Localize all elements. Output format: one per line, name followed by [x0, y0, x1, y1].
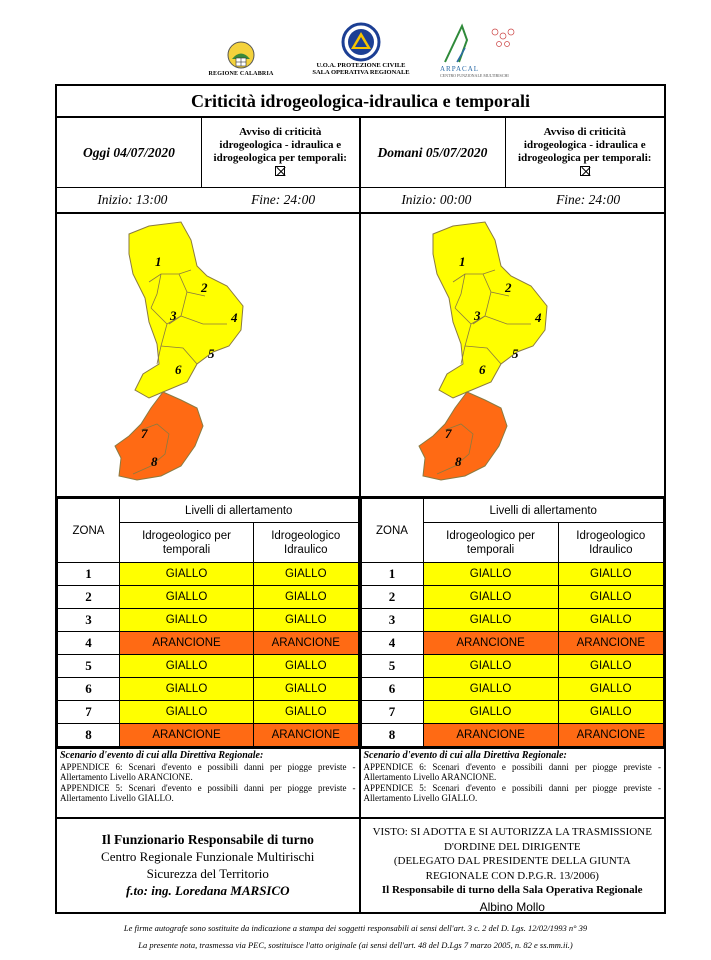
arpacal-label: ARPACAL: [440, 65, 480, 73]
calabria-zone-map: [361, 214, 665, 498]
arpacal-logo: [436, 22, 528, 78]
visto-line: REGIONALE CON D.P.G.R. 13/2006): [425, 869, 599, 882]
level-idraulico: GIALLO: [254, 609, 358, 632]
arpacal-sub: CENTRO FUNZIONALE MULTIRISCHI: [440, 73, 509, 78]
level-idraulico: GIALLO: [558, 586, 663, 609]
level-idraulico: GIALLO: [558, 655, 663, 678]
zona-header: ZONA: [361, 499, 423, 563]
level-temporali: ARANCIONE: [120, 632, 254, 655]
zone-row: [361, 678, 664, 701]
crossed-checkbox-icon: [580, 166, 590, 176]
signature-org: Sicurezza del Territorio: [146, 866, 269, 881]
level-idraulico: GIALLO: [558, 609, 663, 632]
zone-row: [361, 609, 664, 632]
zone-row: [58, 586, 359, 609]
level-temporali: GIALLO: [423, 701, 558, 724]
level-idraulico: ARANCIONE: [558, 724, 663, 747]
avviso-line: idrogeologica per temporali:: [213, 152, 347, 164]
visto-line: D'ORDINE DEL DIRIGENTE: [443, 840, 581, 853]
map-zone-south: [419, 392, 507, 480]
map-zone-label: 1: [155, 254, 162, 269]
map-zone-label: 6: [175, 362, 182, 377]
day-label: Domani 05/07/2020: [361, 118, 506, 187]
level-idraulico: GIALLO: [558, 563, 663, 586]
zone-row: [361, 563, 664, 586]
avviso-line: idrogeologica - idraulica e: [523, 139, 646, 151]
signature-role: Il Funzionario Responsabile di turno: [101, 832, 314, 847]
level-temporali: ARANCIONE: [423, 724, 558, 747]
protezione-civile-line2: SALA OPERATIVA REGIONALE: [312, 69, 410, 76]
map-zone-north: [433, 222, 547, 398]
zone-number: 4: [58, 632, 120, 655]
map-zone-label: 4: [231, 310, 238, 325]
footer-note: Le firme autografe sono sostituite da indicazione a stampa dei soggetti responsabili ai sensi dell'art. 3 c. 2 del D. Lgs. 12/02/1993 n° 39: [123, 923, 588, 933]
scenario-line: APPENDICE 6: Scenari d'evento e possibili danni per piogge previste - Allertamento Livello ARANCIONE.: [60, 761, 356, 782]
protezione-civile-emblem-icon: [340, 22, 382, 62]
avviso-line: Avviso di criticità: [543, 126, 626, 138]
map-zone-north: [129, 222, 243, 398]
scenario-line: APPENDICE 6: Scenari d'evento e possibili danni per piogge previste - Allertamento Livello ARANCIONE.: [363, 761, 661, 782]
zone-number: 6: [58, 678, 120, 701]
level-idraulico: GIALLO: [254, 678, 358, 701]
zone-number: 1: [58, 563, 120, 586]
bulletin-frame: [55, 84, 666, 914]
zone-row: [58, 563, 359, 586]
visto-line: VISTO: SI ADOTTA E SI AUTORIZZA LA TRASMISSIONE: [372, 826, 652, 838]
level-idraulico: GIALLO: [558, 678, 663, 701]
zona-header: ZONA: [58, 499, 120, 563]
idraulico-header: Idrogeologico Idraulico: [558, 523, 663, 563]
level-idraulico: GIALLO: [254, 701, 358, 724]
zone-number: 5: [361, 655, 423, 678]
temporali-header: Idrogeologico per temporali: [120, 523, 254, 563]
zone-number: 6: [361, 678, 423, 701]
zone-row: [361, 586, 664, 609]
level-temporali: GIALLO: [423, 563, 558, 586]
livelli-header: Livelli di allertamento: [120, 499, 359, 523]
scenario-line: APPENDICE 5: Scenari d'evento e possibili danni per piogge previste - Allertamento Livello GIALLO.: [363, 782, 661, 803]
level-idraulico: ARANCIONE: [254, 724, 358, 747]
zone-number: 2: [361, 586, 423, 609]
scenario-title: Scenario d'evento di cui alla Direttiva Regionale:: [60, 750, 264, 761]
level-idraulico: ARANCIONE: [558, 632, 663, 655]
protezione-civile-logo: [300, 22, 422, 76]
today-column: [57, 118, 361, 912]
map-zone-label: 4: [534, 310, 541, 325]
map-zone-label: 7: [444, 426, 451, 441]
map-zone-label: 8: [151, 454, 158, 469]
level-idraulico: GIALLO: [254, 563, 358, 586]
temporali-header: Idrogeologico per temporali: [423, 523, 558, 563]
protezione-civile-line1: U.O.A. PROTEZIONE CIVILE: [316, 62, 406, 69]
crossed-checkbox-icon: [275, 166, 285, 176]
regione-calabria-logo: [200, 40, 282, 77]
map-zone-label: 3: [170, 308, 177, 323]
map-zone-label: 2: [504, 280, 511, 295]
level-temporali: GIALLO: [120, 655, 254, 678]
start-time: Inizio: 00:00: [401, 192, 472, 207]
header-logos: [0, 0, 711, 84]
level-temporali: GIALLO: [120, 701, 254, 724]
start-time: Inizio: 13:00: [97, 192, 168, 207]
level-temporali: GIALLO: [120, 678, 254, 701]
level-temporali: GIALLO: [423, 655, 558, 678]
zone-row: [58, 701, 359, 724]
level-idraulico: GIALLO: [558, 701, 663, 724]
map-zone-south: [115, 392, 203, 480]
alert-levels-table: [57, 498, 359, 747]
signature-org: Centro Regionale Funzionale Multirischi: [101, 849, 315, 864]
visto-line: (DELEGATO DAL PRESIDENTE DELLA GIUNTA: [393, 855, 631, 867]
map-zone-label: 3: [473, 308, 480, 323]
level-temporali: ARANCIONE: [423, 632, 558, 655]
zone-number: 3: [361, 609, 423, 632]
day-label: Oggi 04/07/2020: [57, 118, 202, 187]
zone-number: 8: [58, 724, 120, 747]
level-idraulico: GIALLO: [254, 586, 358, 609]
level-temporali: GIALLO: [423, 609, 558, 632]
map-zone-label: 5: [208, 346, 215, 361]
scenario-block: [57, 747, 359, 817]
map-zone-label: 8: [454, 454, 461, 469]
zone-row: [361, 701, 664, 724]
avviso-block: [506, 118, 665, 187]
map-zone-label: 2: [201, 280, 208, 295]
signature-left: [57, 817, 359, 917]
level-temporali: ARANCIONE: [120, 724, 254, 747]
level-temporali: GIALLO: [423, 586, 558, 609]
level-temporali: GIALLO: [423, 678, 558, 701]
zone-number: 8: [361, 724, 423, 747]
end-time: Fine: 24:00: [251, 192, 316, 207]
avviso-block: [202, 118, 359, 187]
level-temporali: GIALLO: [120, 563, 254, 586]
scenario-block: [361, 747, 665, 817]
alert-levels-table: [361, 498, 665, 747]
regione-emblem-icon: [226, 40, 256, 70]
level-temporali: GIALLO: [120, 609, 254, 632]
calabria-zone-map: [57, 214, 359, 498]
signature-name: Albino Mollo: [479, 899, 545, 914]
zone-number: 2: [58, 586, 120, 609]
zone-row: [361, 724, 664, 747]
map-zone-label: 6: [478, 362, 485, 377]
tomorrow-column: [361, 118, 665, 912]
zone-number: 7: [58, 701, 120, 724]
bulletin-title: Criticità idrogeologica-idraulica e temporali: [57, 86, 664, 118]
livelli-header: Livelli di allertamento: [423, 499, 664, 523]
map-zone-label: 7: [141, 426, 148, 441]
zone-row: [361, 655, 664, 678]
zone-row: [58, 724, 359, 747]
regione-label: REGIONE CALABRIA: [208, 71, 274, 77]
zone-row: [58, 632, 359, 655]
signature-role: Il Responsabile di turno della Sala Operativa Regionale: [381, 884, 643, 896]
avviso-line: idrogeologica per temporali:: [518, 152, 652, 164]
map-zone-label: 5: [511, 346, 518, 361]
signature-name: f.to: ing. Loredana MARSICO: [125, 883, 290, 898]
zone-row: [58, 609, 359, 632]
level-idraulico: GIALLO: [254, 655, 358, 678]
footer-note: La presente nota, trasmessa via PEC, sostituisce l'atto originale (ai sensi dell'art. 48 del D.Lgs 7 marzo 2005, n. 82 e ss.mm.ii.): [138, 940, 573, 950]
zone-row: [361, 632, 664, 655]
zone-row: [58, 655, 359, 678]
zone-row: [58, 678, 359, 701]
scenario-title: Scenario d'evento di cui alla Direttiva Regionale:: [363, 750, 567, 761]
level-idraulico: ARANCIONE: [254, 632, 358, 655]
map-zone-label: 1: [458, 254, 465, 269]
zone-number: 3: [58, 609, 120, 632]
zone-number: 4: [361, 632, 423, 655]
scenario-line: APPENDICE 5: Scenari d'evento e possibili danni per piogge previste - Allertamento Livello GIALLO.: [60, 782, 356, 803]
arpacal-emblem-icon: [437, 22, 527, 66]
zone-number: 1: [361, 563, 423, 586]
zone-number: 7: [361, 701, 423, 724]
avviso-line: idrogeologica - idraulica e: [219, 139, 342, 151]
signature-right: [361, 817, 665, 917]
end-time: Fine: 24:00: [556, 192, 621, 207]
zone-number: 5: [58, 655, 120, 678]
level-temporali: GIALLO: [120, 586, 254, 609]
avviso-line: Avviso di criticità: [239, 126, 322, 138]
idraulico-header: Idrogeologico Idraulico: [254, 523, 358, 563]
